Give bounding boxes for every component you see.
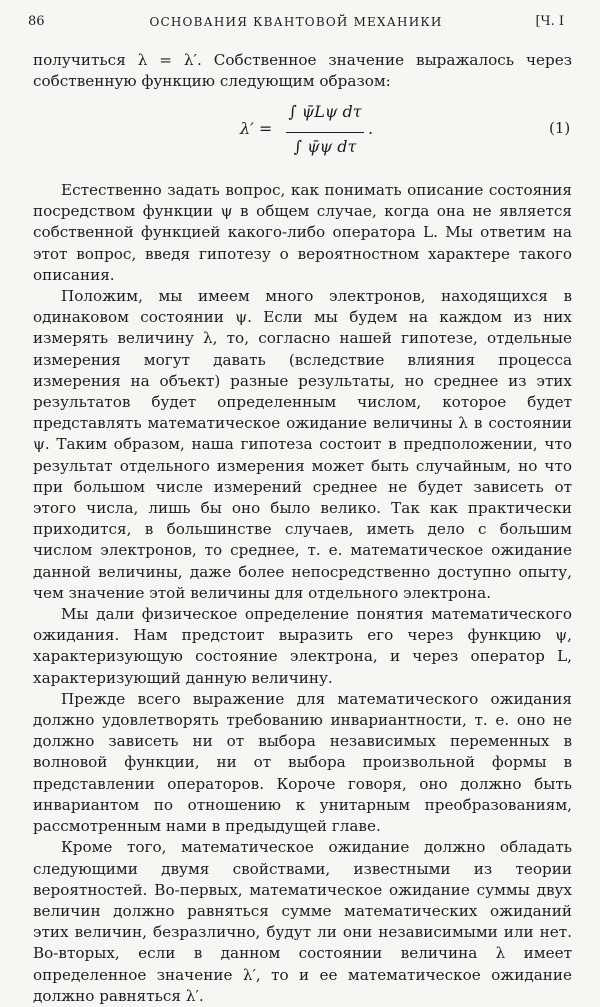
- paragraph-5: Кроме того, математическое ожидание должно обладать следующими двумя свойствами, известными из теории вероятностей. Во-первых, математическое ожидание суммы двух величин должно равняться сумме математических ожиданий этих величин, безразлично, будут ли они независимыми или нет. Во-вторых, если в данном состоянии величина λ имеет определенное значение λ′, то и ее математическое ожидание должно равняться λ′.: [33, 838, 572, 1005]
- page-header: [28, 14, 564, 36]
- fraction-bar: [286, 132, 364, 133]
- formula-period: .: [368, 119, 374, 138]
- equation-number: (1): [549, 119, 571, 137]
- formula-fraction: [286, 102, 364, 165]
- formula-numerator: ∫ ψ̄Lψ dτ: [288, 102, 362, 121]
- formula-lhs: λ′ =: [240, 119, 273, 138]
- body-text: [33, 180, 572, 1007]
- formula-denominator: ∫ ψ̄ψ dτ: [293, 137, 357, 156]
- formula-1: [0, 100, 600, 170]
- paragraph-3: Мы дали физическое определение понятия математического ожидания. Нам предстоит выразить его через функцию ψ, характеризующую состояние электрона, и через оператор L, характеризующий данную величину.: [33, 605, 572, 687]
- paragraph-1: Естественно задать вопрос, как понимать описание состояния посредством функции ψ в общем случае, когда она не является собственной функцией какого-либо оператора L. Мы ответим на этот вопрос, введя гипотезу о вероятностном характере такого описания.: [33, 181, 572, 284]
- paragraph-4: Прежде всего выражение для математического ожидания должно удовлетворять требованию инвариантности, т. е. оно не должно зависеть ни от выбора независимых переменных в волновой функции, ни от выбора произвольной формы в представлении операторов. Короче говоря, оно должно быть инвариантом по отношению к унитарным преобразованиям, рассмотренным нами в предыдущей главе.: [33, 689, 572, 836]
- running-title: ОСНОВАНИЯ КВАНТОВОЙ МЕХАНИКИ: [149, 15, 443, 29]
- intro-text: [33, 50, 572, 92]
- chapter-marker: [Ч. I: [535, 14, 564, 29]
- intro-paragraph: получиться λ = λ′. Собственное значение выражалось через собственную функцию следующим образом:: [33, 51, 572, 91]
- paragraph-2: Положим, мы имеем много электронов, находящихся в одинаковом состоянии ψ. Если мы будем на каждом из них измерять величину λ, то, согласно нашей гипотезе, отдельные измерения могут давать (вследствие влияния процесса измерения на объект) разные результаты, но среднее из этих результатов будет определенным числом, которое будет представлять математическое ожидание величины λ в состоянии ψ. Таким образом, наша гипотеза состоит в предположении, что результат отдельного измерения может быть случайным, но что при большом числе измерений среднее не будет зависеть от этого числа, лишь бы оно было велико. Так как практически приходится, в большинстве случаев, иметь дело с большим числом электронов, то среднее, т. е. математическое ожидание данной величины, даже более непосредственно доступно опыту, чем значение этой величины для отдельного электрона.: [33, 287, 572, 602]
- page-number: 86: [28, 14, 45, 29]
